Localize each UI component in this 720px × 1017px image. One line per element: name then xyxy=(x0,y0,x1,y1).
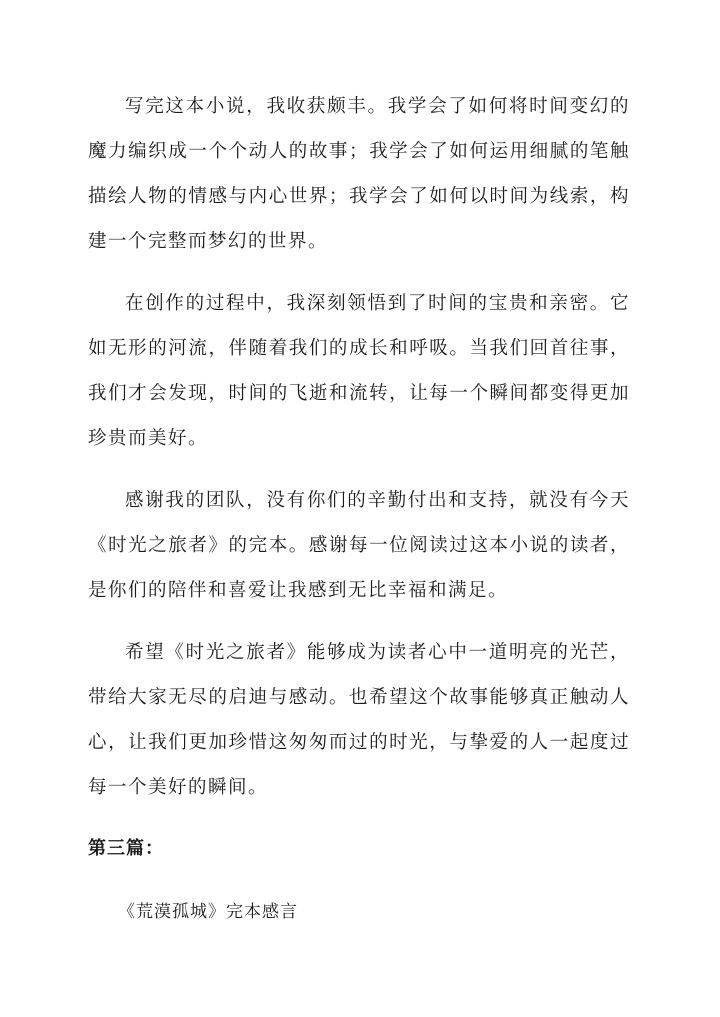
body-paragraph-1: 写完这本小说，我收获颇丰。我学会了如何将时间变幻的魔力编织成一个个动人的故事；我学会了如何运用细腻的笔触描绘人物的情感与内心世界；我学会了如何以时间为线索，构建一个完整而梦幻的世界。 xyxy=(88,96,630,252)
document-page xyxy=(88,84,630,927)
body-paragraph-3: 感谢我的团队，没有你们的辛勤付出和支持，就没有今天《时光之旅者》的完本。感谢每一位阅读过这本小说的读者，是你们的陪伴和喜爱让我感到无比幸福和满足。 xyxy=(88,490,630,601)
body-paragraph-4: 希望《时光之旅者》能够成为读者心中一道明亮的光芒，带给大家无尽的启迪与感动。也希望这个故事能够真正触动人心，让我们更加珍惜这匆匆而过的时光，与挚爱的人一起度过每一个美好的瞬间。 xyxy=(88,642,630,798)
section-heading: 第三篇： xyxy=(88,838,164,859)
body-paragraph-2: 在创作的过程中，我深刻领悟到了时间的宝贵和亲密。它如无形的河流，伴随着我们的成长和呼吸。当我们回首往事，我们才会发现，时间的飞逝和流转，让每一个瞬间都变得更加珍贵而美好。 xyxy=(88,293,630,449)
section-title: 《荒漠孤城》完本感言 xyxy=(118,902,298,922)
